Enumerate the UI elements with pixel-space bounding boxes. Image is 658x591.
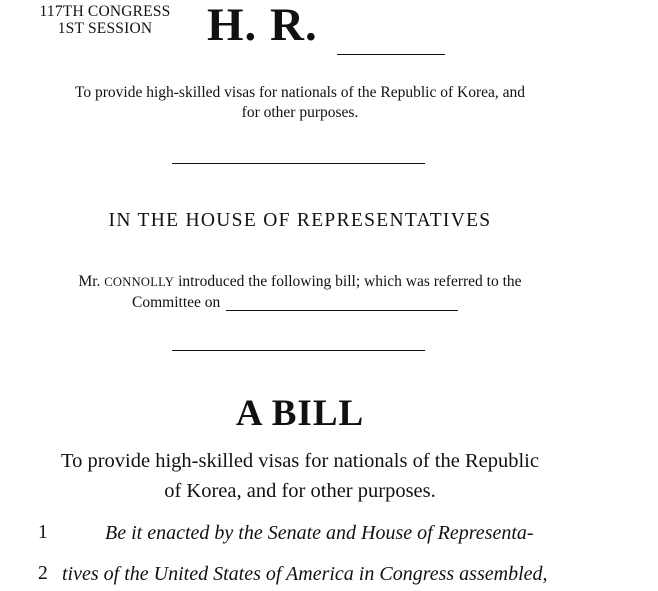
long-title-line-1: To provide high-skilled visas for nationals of the Republic — [61, 450, 539, 472]
short-title-line-1: To provide high-skilled visas for nationals of the Republic of Korea, and — [74, 84, 526, 101]
divider-bottom — [172, 350, 425, 351]
congress-number: 117TH CONGRESS — [39, 3, 171, 20]
introduction-paragraph — [40, 272, 560, 312]
line-number-2: 2 — [38, 563, 48, 584]
short-title — [40, 83, 560, 122]
chamber-heading: IN THE HOUSE OF REPRESENTATIVES — [108, 210, 492, 231]
short-title-line-2: for other purposes. — [241, 103, 359, 121]
divider-top — [172, 163, 425, 164]
enacting-clause-line-1: Be it enacted by the Senate and House of Representa- — [105, 522, 534, 544]
bill-type: H. R. — [207, 0, 318, 51]
sponsor-prefix: Mr. — [78, 273, 101, 290]
committee-blank — [226, 310, 458, 311]
introduction-text-1: introduced the following bill; which was referred to the — [178, 273, 522, 290]
long-title — [40, 446, 560, 506]
bill-number-blank — [337, 54, 445, 55]
sponsor-name: CONNOLLY — [104, 275, 175, 289]
enacting-clause-line-2: tives of the United States of America in Congress assembled, — [62, 563, 548, 585]
bill-heading: A BILL — [235, 393, 365, 434]
line-number-1: 1 — [38, 522, 48, 543]
congress-session-header — [30, 3, 180, 37]
session-number: 1ST SESSION — [57, 20, 153, 37]
introduction-text-2: Committee on — [132, 293, 221, 311]
long-title-line-2: of Korea, and for other purposes. — [164, 480, 436, 502]
